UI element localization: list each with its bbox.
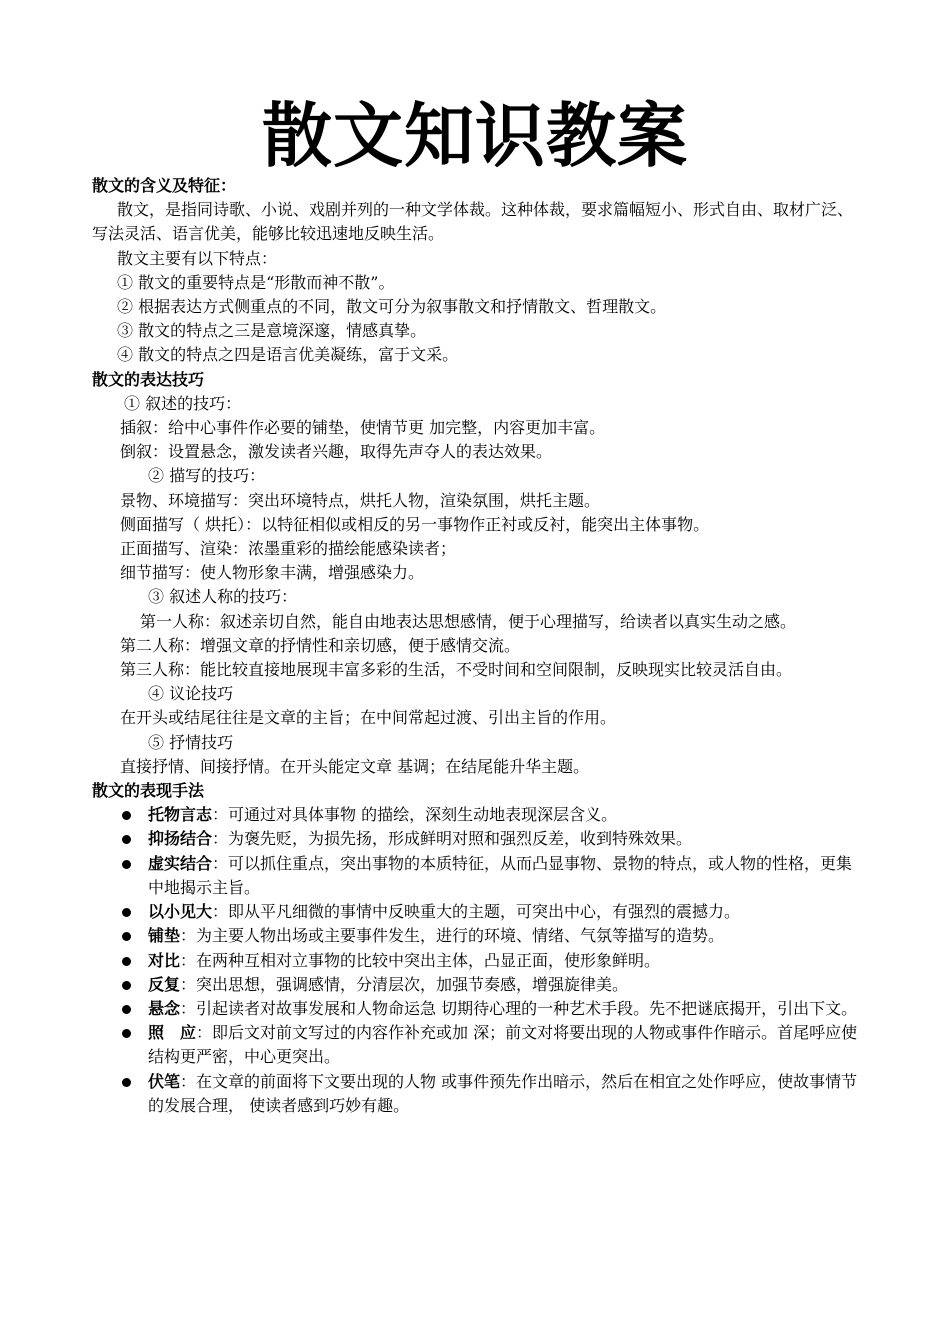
feature-point: ② 根据表达方式侧重点的不同，散文可分为叙事散文和抒情散文、哲理散文。 [117, 297, 667, 317]
bullet-icon [122, 860, 131, 869]
feature-point: ④ 散文的特点之四是语言优美凝练，富于文采。 [117, 345, 459, 365]
method-term: 伏笔 [148, 1071, 181, 1091]
feature-point: ① 散文的重要特点是“形散而神不散”。 [117, 272, 395, 292]
bullet-icon [122, 835, 131, 844]
list-item [92, 997, 862, 1021]
method-term: 抑扬结合 [148, 829, 213, 849]
method-text: ：即后文对前文写过的内容作补充或加 深；前文对将要出现的人物或事件作暗示。首尾呼应使结构更严密，中心更突出。 [148, 1023, 858, 1067]
bullet-icon [122, 908, 131, 917]
bullet-icon [122, 932, 131, 941]
method-term: 悬念 [148, 998, 181, 1018]
method-term: 对比 [148, 950, 181, 970]
method-text: ：在文章的前面将下文要出现的人物 或事件预先作出暗示，然后在相宜之处作呼应，使故事情节的发展合理， 使读者感到巧妙有趣。 [148, 1071, 858, 1115]
technique-line: 在开头或结尾往往是文章的主旨；在中间常起过渡、引出主旨的作用。 [120, 708, 617, 728]
method-term: 虚实结合 [148, 853, 213, 873]
bullet-icon [122, 981, 131, 990]
bullet-icon [122, 1078, 131, 1087]
method-text: ：在两种互相对立事物的比较中突出主体，凸显正面，使形象鲜明。 [180, 950, 661, 970]
technique-line: 正面描写、渲染：浓墨重彩的描绘能感染读者； [120, 539, 457, 559]
list-item [92, 924, 862, 948]
subheading-narration: ① 叙述的技巧： [124, 393, 242, 413]
list-item [92, 900, 862, 924]
subheading-lyric: ⑤ 抒情技巧 [148, 732, 234, 752]
technique-line: 第三人称：能比较直接地展现丰富多彩的生活，不受时间和空间限制，反映现实比较灵活自由。 [120, 660, 793, 680]
method-term: 托物言志 [148, 805, 213, 825]
technique-line: 倒叙：设置悬念，激发读者兴趣，取得先声夺人的表达效果。 [120, 442, 553, 462]
section-heading-techniques: 散文的表达技巧 [92, 369, 205, 389]
document-body [92, 174, 862, 1118]
method-text: ：为褒先贬，为损先扬，形成鲜明对照和强烈反差，收到特殊效果。 [212, 829, 693, 849]
list-item [92, 1021, 862, 1069]
list-item [92, 949, 862, 973]
method-term: 以小见大 [148, 902, 213, 922]
technique-line: 侧面描写（ 烘托）：以特征相似或相反的另一事物作正衬或反衬，能突出主体事物。 [120, 514, 710, 534]
method-text: ：可以抓住重点，突出事物的本质特征，从而凸显事物、景物的特点，或人物的性格，更集中地揭示主旨。 [148, 853, 853, 897]
section-heading-methods: 散文的表现手法 [92, 781, 205, 801]
technique-line: 第二人称：增强文章的抒情性和亲切感，便于感情交流。 [120, 635, 521, 655]
subheading-argument: ④ 议论技巧 [148, 684, 234, 704]
method-term: 照 应 [148, 1023, 197, 1043]
list-item [92, 973, 862, 997]
method-term: 反复 [148, 974, 181, 994]
section-heading-definition: 散文的含义及特征： [92, 176, 237, 195]
list-item [92, 803, 862, 827]
bullet-icon [122, 1005, 131, 1014]
features-intro: 散文主要有以下特点： [117, 248, 278, 268]
method-text: ：突出思想，强调感情，分清层次，加强节奏感，增强旋律美。 [180, 974, 629, 994]
page-title: 散文知识教案 [262, 95, 688, 177]
methods-list [92, 803, 862, 1118]
bullet-icon [122, 957, 131, 966]
bullet-icon [122, 1029, 131, 1038]
subheading-person: ③ 叙述人称的技巧： [148, 587, 298, 607]
method-text: ：可通过对具体事物 的描绘，深刻生动地表现深层含义。 [212, 805, 618, 825]
bullet-icon [122, 811, 131, 820]
technique-line: 直接抒情、间接抒情。在开头能定文章 基调；在结尾能升华主题。 [120, 756, 590, 776]
technique-line: 细节描写：使人物形象丰满，增强感染力。 [120, 563, 425, 583]
subheading-description: ② 描写的技巧： [148, 466, 266, 486]
technique-line: 插叙：给中心事件作必要的铺垫，使情节更 加完整，内容更加丰富。 [120, 418, 606, 438]
feature-point: ③ 散文的特点之三是意境深邃，情感真挚。 [117, 321, 427, 341]
list-item [92, 827, 862, 851]
method-text: ：为主要人物出场或主要事件发生，进行的环境、情绪、气氛等描写的造势。 [180, 926, 725, 946]
technique-line: 景物、环境描写：突出环境特点，烘托人物，渲染氛围，烘托主题。 [120, 490, 601, 510]
method-term: 铺垫 [148, 926, 181, 946]
technique-line: 第一人称：叙述亲切自然，能自由地表达思想感情，便于心理描写，给读者以真实生动之感。 [140, 611, 797, 631]
list-item [92, 1070, 862, 1118]
definition-paragraph: 散文，是指同诗歌、小说、戏剧并列的一种文学体裁。这种体裁，要求篇幅短小、形式自由、取材广泛、写法灵活、语言优美，能够比较迅速地反映生活。 [92, 200, 854, 244]
list-item [92, 852, 862, 900]
method-text: ：引起读者对故事发展和人物命运急 切期待心理的一种艺术手段。先不把谜底揭开，引出下文。 [180, 998, 858, 1018]
method-text: ：即从平凡细微的事情中反映重大的主题，可突出中心，有强烈的震撼力。 [212, 902, 741, 922]
